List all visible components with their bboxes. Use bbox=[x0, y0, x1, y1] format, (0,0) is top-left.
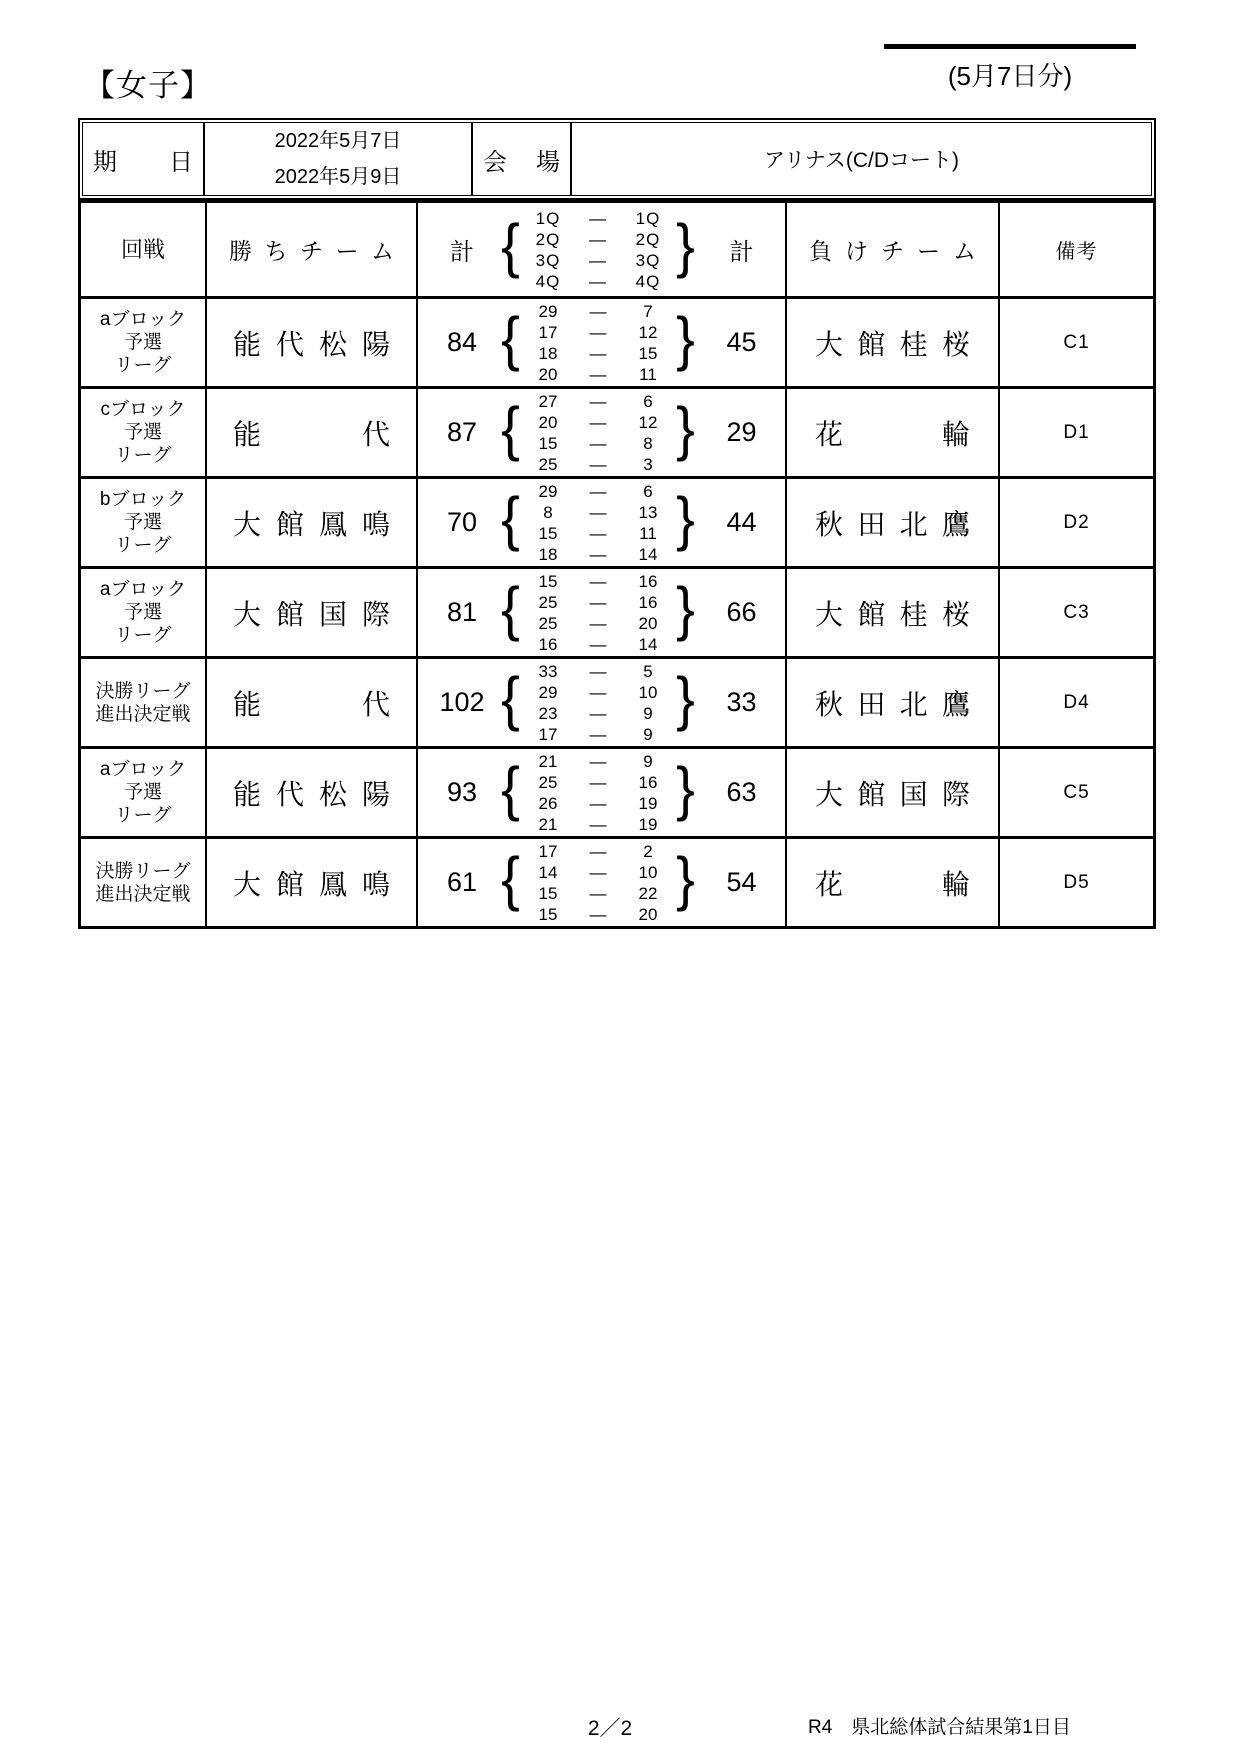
q2-label-left: 2Q bbox=[535, 229, 561, 249]
dash: — bbox=[589, 454, 607, 474]
venue-cell bbox=[570, 123, 1151, 195]
close-brace: } bbox=[676, 210, 695, 279]
loser-team-cell: 秋田北鷹 bbox=[785, 479, 998, 566]
score-cell bbox=[416, 299, 785, 386]
close-brace: } bbox=[676, 843, 695, 912]
dash: — bbox=[589, 481, 607, 501]
loser-team-cell: 大館国際 bbox=[785, 749, 998, 836]
winner-team-cell: 大館国際 bbox=[205, 569, 416, 656]
round-cell: aブロック 予選 リーグ bbox=[99, 579, 187, 646]
dash: — bbox=[589, 772, 607, 792]
total-header-left: 計 bbox=[450, 239, 474, 266]
round-cell: bブロック 予選 リーグ bbox=[99, 489, 187, 556]
close-brace: } bbox=[676, 393, 695, 462]
winner-total: 81 bbox=[446, 597, 478, 627]
quarter-scores: 29 — 6 8 — 13 15 — 11 18 — 14 bbox=[538, 481, 658, 564]
score-cell bbox=[416, 389, 785, 476]
dash: — bbox=[589, 250, 607, 270]
results-header-row bbox=[81, 203, 1153, 296]
q1-label-right: 1Q bbox=[635, 208, 661, 228]
close-brace: } bbox=[676, 483, 695, 552]
loser-total: 29 bbox=[726, 417, 757, 447]
dash: — bbox=[589, 271, 607, 291]
info-table bbox=[78, 118, 1156, 200]
dash: — bbox=[589, 592, 607, 612]
loser-header bbox=[785, 203, 998, 296]
winner-team-cell: 能代松陽 bbox=[205, 299, 416, 386]
winner-team-cell: 能代松陽 bbox=[205, 749, 416, 836]
remarks-cell: C1 bbox=[998, 299, 1153, 386]
loser-total: 63 bbox=[726, 777, 757, 807]
winner-header bbox=[205, 203, 416, 296]
dash: — bbox=[589, 793, 607, 813]
loser-team-cell: 大館桂桜 bbox=[785, 299, 998, 386]
total-header-right: 計 bbox=[729, 239, 754, 266]
loser-total: 66 bbox=[726, 597, 757, 627]
quarter-scores: 21 — 9 25 — 16 26 — 19 21 — 19 bbox=[538, 751, 658, 834]
open-brace: { bbox=[501, 483, 520, 552]
dash: — bbox=[589, 862, 607, 882]
dash: — bbox=[589, 364, 607, 384]
open-brace: { bbox=[501, 393, 520, 462]
date-note: (5月7日分) bbox=[947, 61, 1073, 91]
quarter-scores: 27 — 6 20 — 12 15 — 8 25 — 3 bbox=[538, 391, 658, 474]
score-header bbox=[416, 203, 785, 296]
round-cell: aブロック 予選 リーグ bbox=[99, 309, 187, 376]
remarks-cell: D5 bbox=[998, 839, 1153, 926]
dash: — bbox=[589, 703, 607, 723]
quarter-scores: 15 — 16 25 — 16 25 — 20 16 — 14 bbox=[538, 571, 658, 654]
dash: — bbox=[589, 343, 607, 363]
table-row bbox=[81, 836, 1153, 926]
dash: — bbox=[589, 571, 607, 591]
loser-header-label: 負けチーム bbox=[809, 238, 976, 264]
open-brace: { bbox=[501, 663, 520, 732]
q4-label-right: 4Q bbox=[635, 271, 661, 291]
dash: — bbox=[589, 814, 607, 834]
close-brace: } bbox=[676, 573, 695, 642]
table-row bbox=[81, 386, 1153, 476]
close-brace: } bbox=[676, 753, 695, 822]
table-row bbox=[81, 476, 1153, 566]
dash: — bbox=[589, 634, 607, 654]
date-line-2: 2022年5月9日 bbox=[274, 166, 402, 188]
dash: — bbox=[589, 412, 607, 432]
top-right-rule bbox=[884, 44, 1136, 49]
dash: — bbox=[589, 544, 607, 564]
results-table bbox=[78, 200, 1156, 929]
close-brace: } bbox=[676, 663, 695, 732]
remarks-cell: D1 bbox=[998, 389, 1153, 476]
remarks-cell: D2 bbox=[998, 479, 1153, 566]
dash: — bbox=[589, 841, 607, 861]
dash: — bbox=[589, 433, 607, 453]
remarks-header: 備考 bbox=[998, 203, 1153, 296]
dash: — bbox=[589, 208, 607, 228]
dash: — bbox=[589, 751, 607, 771]
date-label-cell bbox=[83, 123, 203, 195]
score-cell bbox=[416, 839, 785, 926]
loser-total: 45 bbox=[726, 327, 757, 357]
loser-total: 44 bbox=[726, 507, 757, 537]
venue-value: アリナス(C/Dコート) bbox=[763, 149, 960, 172]
winner-total: 93 bbox=[446, 777, 478, 807]
remarks-cell: D4 bbox=[998, 659, 1153, 746]
winner-total: 84 bbox=[446, 327, 478, 357]
round-cell: cブロック 予選 リーグ bbox=[100, 399, 186, 466]
score-cell bbox=[416, 659, 785, 746]
quarter-scores: 29 — 7 17 — 12 18 — 15 20 — 11 bbox=[538, 301, 658, 384]
open-brace: { bbox=[501, 210, 520, 279]
winner-total: 70 bbox=[446, 507, 478, 537]
table-row bbox=[81, 566, 1153, 656]
round-header: 回戦 bbox=[120, 237, 165, 262]
winner-team-cell: 大館鳳鳴 bbox=[205, 479, 416, 566]
winner-team-cell: 能代 bbox=[205, 659, 416, 746]
date-label: 期 日 bbox=[93, 148, 193, 176]
winner-total: 61 bbox=[446, 867, 478, 897]
quarter-scores: 17 — 2 14 — 10 15 — 22 15 — 20 bbox=[538, 841, 658, 924]
dash: — bbox=[589, 883, 607, 903]
round-cell: 決勝リーグ 進出決定戦 bbox=[95, 860, 191, 905]
table-row bbox=[81, 296, 1153, 386]
remarks-cell: C3 bbox=[998, 569, 1153, 656]
page-number: 2／2 bbox=[587, 1717, 633, 1740]
document-title: R4 県北総体試合結果第1日目 bbox=[808, 1717, 1071, 1738]
open-brace: { bbox=[501, 573, 520, 642]
quarter-labels bbox=[524, 208, 672, 292]
q1-label-left: 1Q bbox=[535, 208, 561, 228]
open-brace: { bbox=[501, 753, 520, 822]
loser-team-cell: 花輪 bbox=[785, 389, 998, 476]
loser-team-cell: 秋田北鷹 bbox=[785, 659, 998, 746]
dates-cell bbox=[203, 123, 471, 195]
winner-team-cell: 能代 bbox=[205, 389, 416, 476]
page-title: 【女子】 bbox=[84, 68, 212, 103]
loser-team-cell: 花輪 bbox=[785, 839, 998, 926]
winner-header-label: 勝ちチーム bbox=[229, 238, 394, 264]
date-line-1: 2022年5月7日 bbox=[274, 130, 402, 152]
dash: — bbox=[589, 682, 607, 702]
winner-total: 102 bbox=[439, 687, 485, 717]
q4-label-left: 4Q bbox=[535, 271, 561, 291]
quarter-scores: 33 — 5 29 — 10 23 — 9 17 — 9 bbox=[538, 661, 658, 744]
open-brace: { bbox=[501, 843, 520, 912]
remarks-cell: C5 bbox=[998, 749, 1153, 836]
winner-team-cell: 大館鳳鳴 bbox=[205, 839, 416, 926]
loser-total: 54 bbox=[726, 867, 757, 897]
dash: — bbox=[589, 301, 607, 321]
dash: — bbox=[589, 523, 607, 543]
dash: — bbox=[589, 229, 607, 249]
score-cell bbox=[416, 749, 785, 836]
dash: — bbox=[589, 391, 607, 411]
round-cell: 決勝リーグ 進出決定戦 bbox=[95, 680, 191, 725]
open-brace: { bbox=[501, 303, 520, 372]
winner-total: 87 bbox=[446, 417, 478, 447]
close-brace: } bbox=[676, 303, 695, 372]
dash: — bbox=[589, 904, 607, 924]
dash: — bbox=[589, 613, 607, 633]
q3-label-right: 3Q bbox=[635, 250, 661, 270]
dash: — bbox=[589, 661, 607, 681]
table-row bbox=[81, 746, 1153, 836]
dash: — bbox=[589, 724, 607, 744]
dash: — bbox=[589, 502, 607, 522]
venue-label: 会 場 bbox=[483, 148, 560, 176]
venue-label-cell bbox=[471, 123, 570, 195]
table-row bbox=[81, 656, 1153, 746]
q3-label-left: 3Q bbox=[535, 250, 561, 270]
score-cell bbox=[416, 569, 785, 656]
loser-team-cell: 大館桂桜 bbox=[785, 569, 998, 656]
loser-total: 33 bbox=[726, 687, 757, 717]
round-cell: aブロック 予選 リーグ bbox=[99, 759, 187, 826]
q2-label-right: 2Q bbox=[635, 229, 661, 249]
dash: — bbox=[589, 322, 607, 342]
score-cell bbox=[416, 479, 785, 566]
